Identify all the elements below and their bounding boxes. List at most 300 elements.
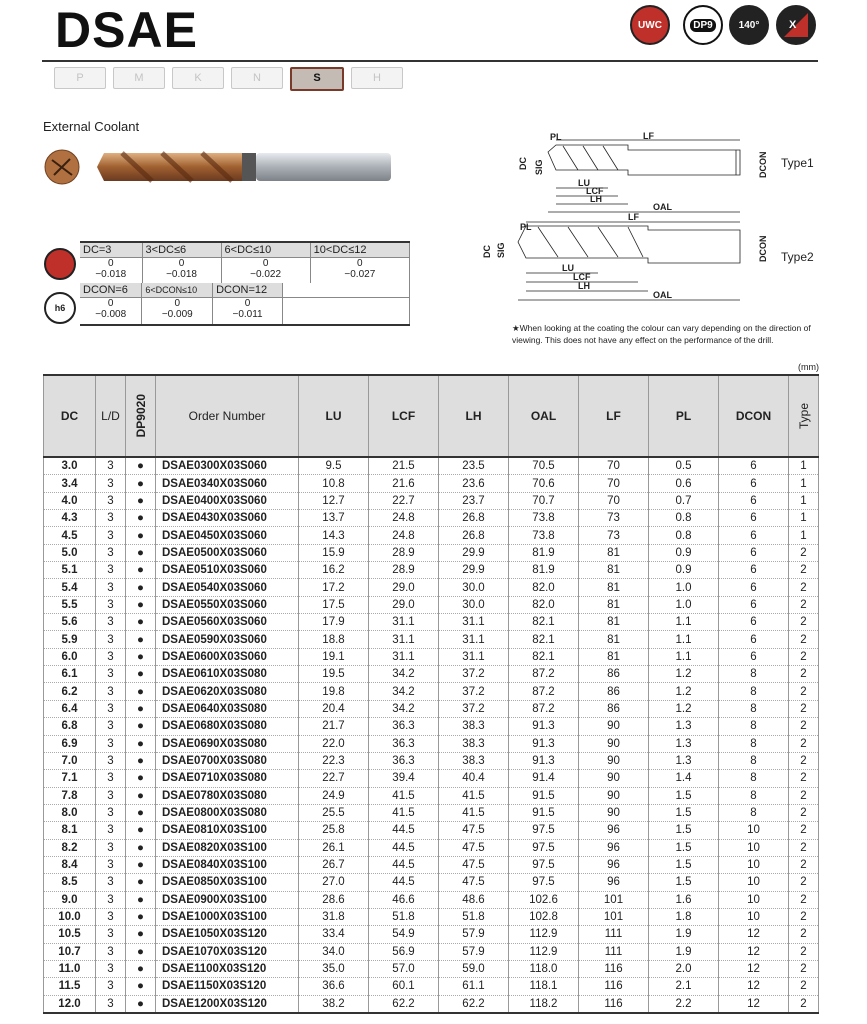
- table-cell: 86: [579, 666, 649, 683]
- table-row: [44, 562, 819, 579]
- table-cell: 97.5: [509, 839, 579, 856]
- table-cell: ●: [126, 475, 156, 492]
- table-cell: 27.0: [299, 874, 369, 891]
- table-cell: 23.6: [439, 475, 509, 492]
- table-cell: 20.4: [299, 700, 369, 717]
- table-cell: 36.3: [369, 735, 439, 752]
- table-cell: 3: [96, 839, 126, 856]
- dcon-tol-value: 0 −0.011: [213, 298, 283, 326]
- table-cell: 48.6: [439, 891, 509, 908]
- table-cell: 86: [579, 683, 649, 700]
- table-cell: 91.4: [509, 770, 579, 787]
- tab-m[interactable]: M: [113, 67, 165, 89]
- table-cell: 112.9: [509, 926, 579, 943]
- table-cell: ●: [126, 544, 156, 561]
- table-cell: 10: [719, 891, 789, 908]
- dc-tol-value: 0 −0.027: [310, 258, 409, 285]
- table-cell: 47.5: [439, 822, 509, 839]
- table-cell: 10: [719, 822, 789, 839]
- table-cell: 4.3: [44, 510, 96, 527]
- table-cell: 12.0: [44, 995, 96, 1013]
- table-cell: DSAE0840X03S100: [156, 856, 299, 873]
- table-cell: 2.0: [649, 960, 719, 977]
- table-cell: DSAE0690X03S080: [156, 735, 299, 752]
- table-cell: DSAE0600X03S060: [156, 648, 299, 665]
- table-cell: 1.0: [649, 596, 719, 613]
- table-cell: 37.2: [439, 683, 509, 700]
- table-cell: 14.3: [299, 527, 369, 544]
- table-cell: 73: [579, 510, 649, 527]
- table-cell: 28.9: [369, 544, 439, 561]
- table-cell: 5.0: [44, 544, 96, 561]
- table-cell: DSAE0510X03S060: [156, 562, 299, 579]
- table-cell: 44.5: [369, 822, 439, 839]
- table-cell: DSAE0850X03S100: [156, 874, 299, 891]
- table-cell: 73: [579, 527, 649, 544]
- table-cell: 3: [96, 579, 126, 596]
- svg-text:OAL: OAL: [653, 202, 672, 212]
- table-cell: 3: [96, 856, 126, 873]
- table-cell: DSAE0780X03S080: [156, 787, 299, 804]
- dc-tol-header: 3<DC≤6: [142, 242, 221, 258]
- table-cell: 2: [789, 891, 819, 908]
- table-row: [44, 891, 819, 908]
- table-cell: 1.1: [649, 614, 719, 631]
- col-header: LU: [299, 375, 369, 457]
- table-cell: 3: [96, 718, 126, 735]
- table-cell: 47.5: [439, 874, 509, 891]
- table-cell: 31.8: [299, 908, 369, 925]
- svg-text:DCON: DCON: [758, 151, 768, 178]
- table-cell: DSAE0680X03S080: [156, 718, 299, 735]
- header-rule: [42, 60, 818, 62]
- table-cell: DSAE0300X03S060: [156, 457, 299, 475]
- table-cell: DSAE0620X03S080: [156, 683, 299, 700]
- svg-text:LH: LH: [590, 194, 602, 204]
- table-cell: 2: [789, 839, 819, 856]
- table-cell: 91.5: [509, 804, 579, 821]
- dc-tolerance-icon: [44, 248, 76, 280]
- table-cell: DSAE0540X03S060: [156, 579, 299, 596]
- table-cell: DSAE0610X03S080: [156, 666, 299, 683]
- type1-label: Type1: [781, 156, 814, 170]
- table-row: [44, 596, 819, 613]
- table-cell: 34.2: [369, 700, 439, 717]
- table-cell: 47.5: [439, 839, 509, 856]
- table-cell: 1: [789, 457, 819, 475]
- table-row: [44, 995, 819, 1013]
- table-cell: 97.5: [509, 874, 579, 891]
- table-cell: 10: [719, 874, 789, 891]
- table-cell: 0.6: [649, 475, 719, 492]
- table-cell: 1.2: [649, 700, 719, 717]
- table-cell: DSAE1070X03S120: [156, 943, 299, 960]
- table-cell: 10.7: [44, 943, 96, 960]
- table-cell: 36.3: [369, 718, 439, 735]
- dcon-tol-value: 0 −0.008: [80, 298, 142, 326]
- col-header: Order Number: [156, 375, 299, 457]
- table-cell: 2: [789, 978, 819, 995]
- table-cell: 38.2: [299, 995, 369, 1013]
- dcon-tol-header: 6<DCON≤10: [142, 283, 213, 298]
- table-cell: 23.5: [439, 457, 509, 475]
- table-cell: 6: [719, 648, 789, 665]
- table-cell: 81.9: [509, 562, 579, 579]
- table-cell: 1.5: [649, 787, 719, 804]
- table-cell: ●: [126, 770, 156, 787]
- table-cell: 62.2: [369, 995, 439, 1013]
- table-cell: 36.3: [369, 752, 439, 769]
- table-cell: 40.4: [439, 770, 509, 787]
- table-cell: ●: [126, 804, 156, 821]
- table-cell: 22.3: [299, 752, 369, 769]
- table-cell: 10.5: [44, 926, 96, 943]
- table-cell: 1.5: [649, 874, 719, 891]
- table-cell: 6: [719, 544, 789, 561]
- table-cell: DSAE0710X03S080: [156, 770, 299, 787]
- table-cell: 2: [789, 700, 819, 717]
- table-cell: 1.9: [649, 943, 719, 960]
- table-cell: 8: [719, 700, 789, 717]
- table-cell: 97.5: [509, 856, 579, 873]
- table-cell: 9.5: [299, 457, 369, 475]
- table-cell: 81.9: [509, 544, 579, 561]
- col-header: LH: [439, 375, 509, 457]
- svg-text:DC: DC: [482, 245, 492, 258]
- tab-n[interactable]: N: [231, 67, 283, 89]
- table-cell: 1.5: [649, 804, 719, 821]
- table-cell: DSAE0340X03S060: [156, 475, 299, 492]
- svg-text:SIG: SIG: [496, 242, 506, 258]
- table-cell: 70.6: [509, 475, 579, 492]
- table-row: [44, 926, 819, 943]
- table-cell: DSAE0500X03S060: [156, 544, 299, 561]
- tab-h[interactable]: H: [351, 67, 403, 89]
- table-cell: 3.4: [44, 475, 96, 492]
- table-row: [44, 822, 819, 839]
- table-cell: 21.6: [369, 475, 439, 492]
- table-cell: 30.0: [439, 579, 509, 596]
- table-row: [44, 943, 819, 960]
- table-cell: 44.5: [369, 874, 439, 891]
- table-cell: 1.1: [649, 648, 719, 665]
- table-cell: 3: [96, 804, 126, 821]
- table-cell: 102.6: [509, 891, 579, 908]
- table-cell: 3: [96, 510, 126, 527]
- table-row: [44, 527, 819, 544]
- table-cell: ●: [126, 891, 156, 908]
- table-cell: 2: [789, 926, 819, 943]
- table-cell: 2: [789, 770, 819, 787]
- table-cell: 8.2: [44, 839, 96, 856]
- svg-text:LCF: LCF: [573, 272, 591, 282]
- svg-text:OAL: OAL: [653, 290, 672, 300]
- table-row: [44, 839, 819, 856]
- table-row: [44, 960, 819, 977]
- table-cell: 6.0: [44, 648, 96, 665]
- table-cell: 62.2: [439, 995, 509, 1013]
- table-cell: ●: [126, 648, 156, 665]
- table-cell: 6: [719, 457, 789, 475]
- unit-label: (mm): [798, 362, 819, 372]
- table-cell: 29.0: [369, 579, 439, 596]
- table-cell: 47.5: [439, 856, 509, 873]
- table-cell: 15.9: [299, 544, 369, 561]
- table-cell: DSAE0590X03S060: [156, 631, 299, 648]
- table-cell: 31.1: [369, 614, 439, 631]
- table-cell: 54.9: [369, 926, 439, 943]
- table-row: [44, 631, 819, 648]
- table-cell: ●: [126, 908, 156, 925]
- table-cell: 10.0: [44, 908, 96, 925]
- table-cell: ●: [126, 718, 156, 735]
- table-cell: 10: [719, 856, 789, 873]
- table-cell: 1.5: [649, 822, 719, 839]
- table-cell: 37.2: [439, 666, 509, 683]
- table-cell: 6: [719, 510, 789, 527]
- dc-tol-value: 0 −0.018: [80, 258, 142, 285]
- table-cell: 12: [719, 995, 789, 1013]
- table-row: [44, 457, 819, 475]
- table-cell: 3: [96, 943, 126, 960]
- table-cell: DSAE0550X03S060: [156, 596, 299, 613]
- table-cell: 36.6: [299, 978, 369, 995]
- table-cell: 1: [789, 492, 819, 509]
- table-cell: ●: [126, 839, 156, 856]
- table-cell: 73.8: [509, 510, 579, 527]
- table-cell: 0.9: [649, 562, 719, 579]
- table-cell: 33.4: [299, 926, 369, 943]
- table-cell: 81: [579, 544, 649, 561]
- table-cell: 38.3: [439, 752, 509, 769]
- table-cell: 81: [579, 596, 649, 613]
- table-cell: 96: [579, 874, 649, 891]
- coating-note: ★When looking at the coating the colour can vary depending on the direction of viewing. This does not have any effect on the performance of the drill.: [512, 323, 811, 345]
- table-cell: 12.7: [299, 492, 369, 509]
- table-row: [44, 475, 819, 492]
- table-cell: 2: [789, 544, 819, 561]
- table-cell: ●: [126, 492, 156, 509]
- table-cell: 118.0: [509, 960, 579, 977]
- table-cell: ●: [126, 562, 156, 579]
- table-cell: 7.0: [44, 752, 96, 769]
- h6-tolerance-icon: h6: [44, 292, 76, 324]
- table-cell: 29.9: [439, 544, 509, 561]
- col-header: DCON: [719, 375, 789, 457]
- svg-text:LU: LU: [562, 263, 574, 273]
- table-cell: DSAE0700X03S080: [156, 752, 299, 769]
- dcon-tolerance-table: [80, 283, 410, 326]
- table-cell: 18.8: [299, 631, 369, 648]
- table-cell: 4.5: [44, 527, 96, 544]
- table-cell: 1.5: [649, 839, 719, 856]
- table-row: [44, 735, 819, 752]
- table-cell: 6: [719, 596, 789, 613]
- table-cell: 6: [719, 614, 789, 631]
- table-cell: DSAE1200X03S120: [156, 995, 299, 1013]
- table-cell: 90: [579, 735, 649, 752]
- table-cell: 1.0: [649, 579, 719, 596]
- table-cell: 2: [789, 683, 819, 700]
- col-header: L/D: [96, 375, 126, 457]
- table-cell: 0.7: [649, 492, 719, 509]
- dcon-tol-header: DCON=6: [80, 283, 142, 298]
- table-cell: 2: [789, 804, 819, 821]
- table-cell: 8.4: [44, 856, 96, 873]
- table-cell: 8.1: [44, 822, 96, 839]
- table-cell: ●: [126, 579, 156, 596]
- col-header: PL: [649, 375, 719, 457]
- table-cell: 5.1: [44, 562, 96, 579]
- table-cell: 22.0: [299, 735, 369, 752]
- table-cell: 24.8: [369, 527, 439, 544]
- table-cell: 1.6: [649, 891, 719, 908]
- table-cell: 30.0: [439, 596, 509, 613]
- table-row: [44, 752, 819, 769]
- table-cell: DSAE0400X03S060: [156, 492, 299, 509]
- table-cell: 2: [789, 787, 819, 804]
- table-cell: 111: [579, 943, 649, 960]
- table-cell: 8.5: [44, 874, 96, 891]
- table-cell: 51.8: [439, 908, 509, 925]
- table-cell: 22.7: [299, 770, 369, 787]
- svg-text:LF: LF: [628, 212, 639, 222]
- tab-p[interactable]: P: [54, 67, 106, 89]
- table-cell: 23.7: [439, 492, 509, 509]
- col-header: LF: [579, 375, 649, 457]
- type2-label: Type2: [781, 250, 814, 264]
- table-cell: 22.7: [369, 492, 439, 509]
- table-cell: 5.4: [44, 579, 96, 596]
- table-cell: 2: [789, 562, 819, 579]
- table-cell: 96: [579, 839, 649, 856]
- table-cell: 19.8: [299, 683, 369, 700]
- table-cell: 0.9: [649, 544, 719, 561]
- table-cell: 3: [96, 995, 126, 1013]
- uwc-coating-icon: UWC: [630, 5, 670, 45]
- table-cell: DSAE0450X03S060: [156, 527, 299, 544]
- dc-tol-value: 0 −0.018: [142, 258, 221, 285]
- table-cell: 1.8: [649, 908, 719, 925]
- dcon-tol-header: DCON=12: [213, 283, 283, 298]
- table-cell: 44.5: [369, 856, 439, 873]
- dcon-tol-value: 0 −0.009: [142, 298, 213, 326]
- table-cell: 34.0: [299, 943, 369, 960]
- table-cell: ●: [126, 666, 156, 683]
- table-cell: 8: [719, 718, 789, 735]
- tab-k[interactable]: K: [172, 67, 224, 89]
- table-cell: 2: [789, 856, 819, 873]
- table-cell: 2: [789, 908, 819, 925]
- table-row: [44, 787, 819, 804]
- table-cell: 96: [579, 822, 649, 839]
- table-cell: 1.9: [649, 926, 719, 943]
- table-cell: ●: [126, 874, 156, 891]
- table-cell: 101: [579, 908, 649, 925]
- table-cell: 28.6: [299, 891, 369, 908]
- table-cell: 3: [96, 770, 126, 787]
- table-cell: 19.5: [299, 666, 369, 683]
- product-table: [43, 374, 819, 1014]
- table-row: [44, 648, 819, 665]
- table-cell: 3: [96, 908, 126, 925]
- table-row: [44, 770, 819, 787]
- table-cell: 0.5: [649, 457, 719, 475]
- table-cell: 90: [579, 804, 649, 821]
- table-cell: DSAE0430X03S060: [156, 510, 299, 527]
- table-cell: 3: [96, 752, 126, 769]
- table-cell: 41.5: [369, 804, 439, 821]
- table-cell: ●: [126, 960, 156, 977]
- table-row: [44, 908, 819, 925]
- table-cell: 2: [789, 648, 819, 665]
- table-cell: 11.0: [44, 960, 96, 977]
- table-cell: DSAE0560X03S060: [156, 614, 299, 631]
- table-cell: 6: [719, 579, 789, 596]
- dc-tol-header: 6<DC≤10: [221, 242, 310, 258]
- table-cell: DSAE0810X03S100: [156, 822, 299, 839]
- table-cell: 6: [719, 562, 789, 579]
- table-cell: 118.1: [509, 978, 579, 995]
- table-cell: 25.8: [299, 822, 369, 839]
- col-header: DP9020: [126, 375, 156, 457]
- table-cell: 17.9: [299, 614, 369, 631]
- table-cell: 91.3: [509, 735, 579, 752]
- table-cell: 90: [579, 752, 649, 769]
- table-cell: 1: [789, 527, 819, 544]
- table-cell: 2.1: [649, 978, 719, 995]
- table-cell: 6: [719, 631, 789, 648]
- table-cell: ●: [126, 614, 156, 631]
- table-cell: 35.0: [299, 960, 369, 977]
- table-cell: 31.1: [439, 631, 509, 648]
- table-cell: 70.5: [509, 457, 579, 475]
- table-cell: DSAE1100X03S120: [156, 960, 299, 977]
- table-row: [44, 718, 819, 735]
- table-cell: 3.0: [44, 457, 96, 475]
- table-cell: ●: [126, 856, 156, 873]
- table-cell: DSAE0820X03S100: [156, 839, 299, 856]
- svg-text:LF: LF: [643, 131, 654, 141]
- table-cell: 26.1: [299, 839, 369, 856]
- table-cell: 3: [96, 544, 126, 561]
- table-cell: 112.9: [509, 943, 579, 960]
- drill-image: [42, 145, 402, 195]
- table-cell: 1: [789, 510, 819, 527]
- table-cell: 12: [719, 978, 789, 995]
- table-cell: DSAE0800X03S080: [156, 804, 299, 821]
- table-cell: 24.9: [299, 787, 369, 804]
- table-cell: 2: [789, 614, 819, 631]
- table-cell: 8: [719, 752, 789, 769]
- table-cell: 96: [579, 856, 649, 873]
- table-cell: 91.3: [509, 752, 579, 769]
- table-cell: 6: [719, 475, 789, 492]
- table-cell: 1.3: [649, 718, 719, 735]
- table-cell: 1.2: [649, 666, 719, 683]
- tab-s[interactable]: S: [290, 67, 344, 91]
- table-cell: 41.5: [439, 787, 509, 804]
- table-cell: 90: [579, 770, 649, 787]
- table-cell: 3: [96, 683, 126, 700]
- table-cell: ●: [126, 527, 156, 544]
- svg-text:LH: LH: [578, 281, 590, 291]
- table-cell: 3: [96, 735, 126, 752]
- table-cell: 2.2: [649, 995, 719, 1013]
- table-cell: 5.6: [44, 614, 96, 631]
- table-cell: 3: [96, 666, 126, 683]
- table-cell: 57.0: [369, 960, 439, 977]
